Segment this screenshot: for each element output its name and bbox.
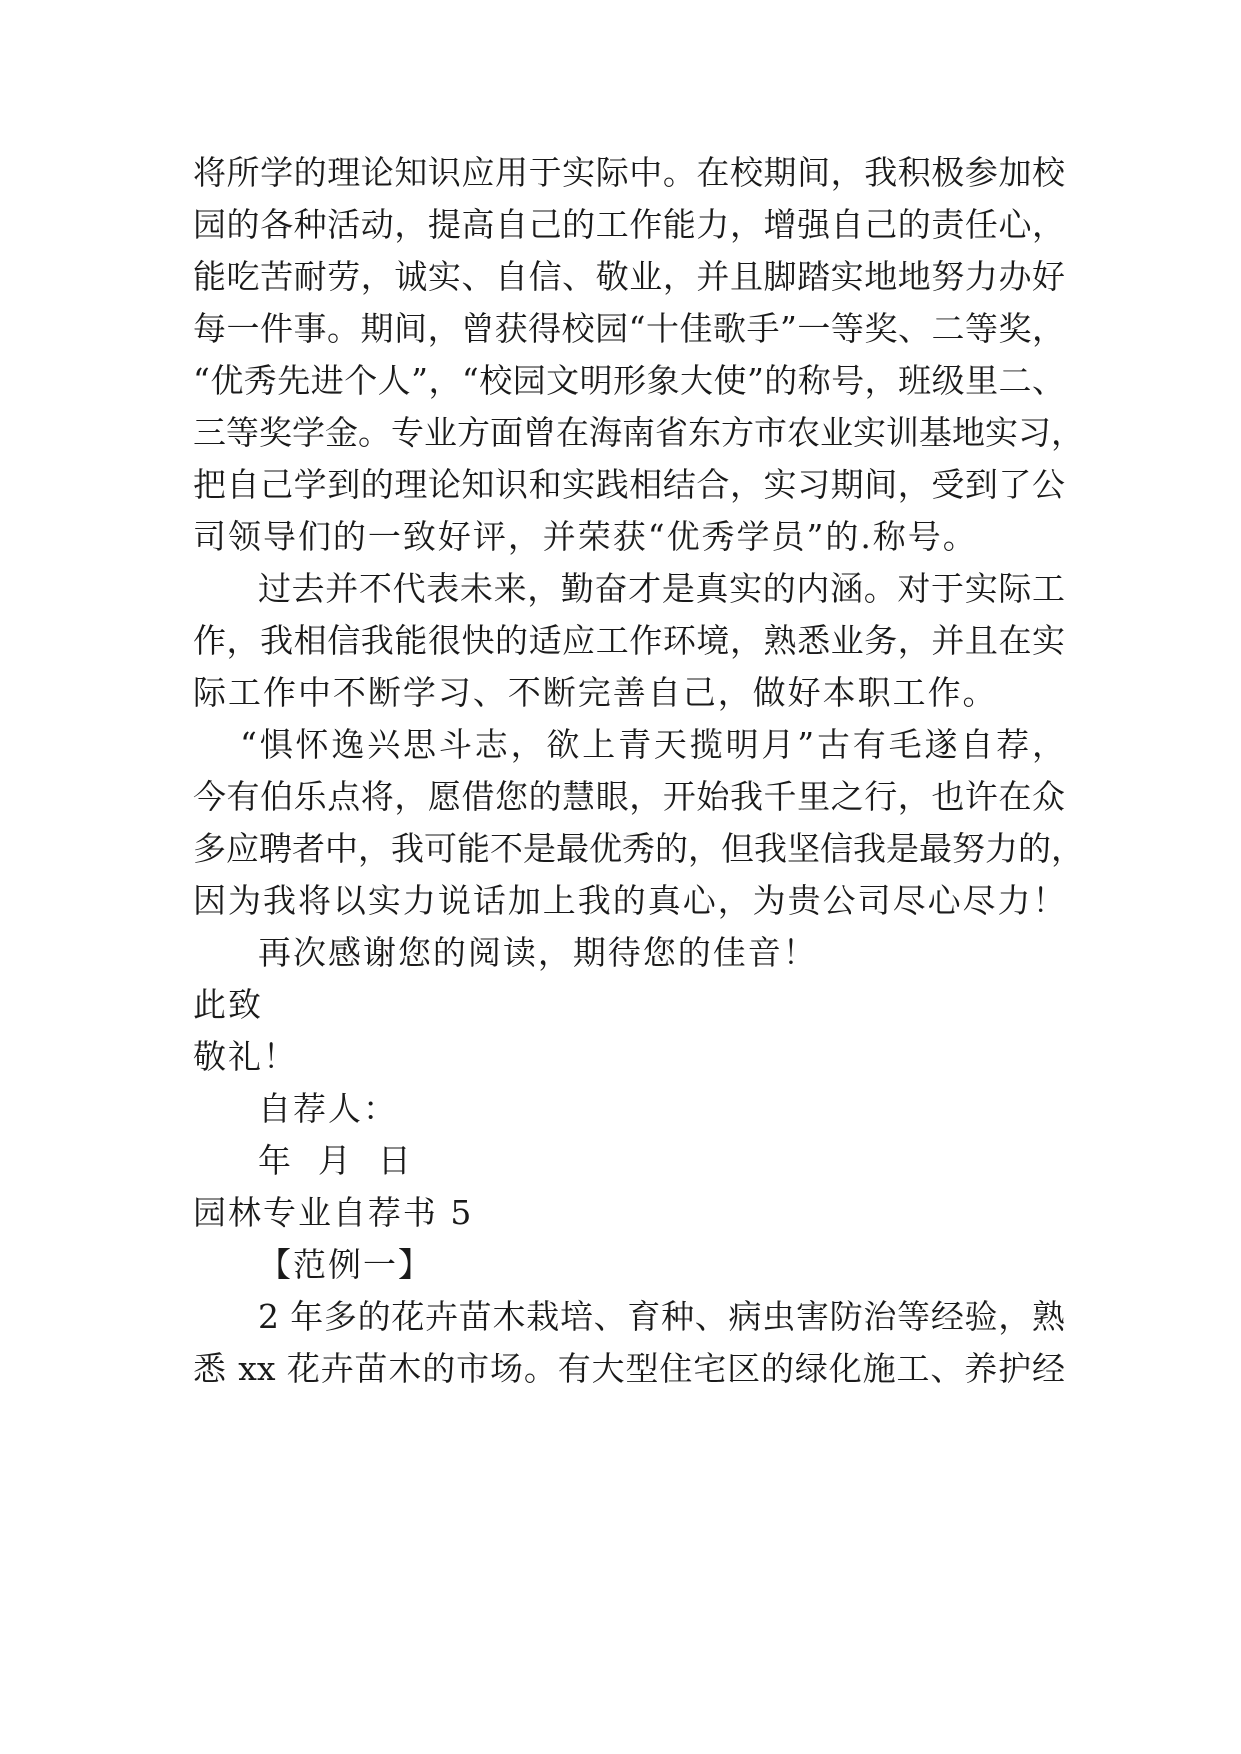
closing-line: 敬礼！	[193, 1037, 298, 1076]
paragraph-line: 司领导们的一致好评，并荣获“优秀学员”的.称号。	[193, 517, 978, 556]
paragraph-line: 因为我将以实力说话加上我的真心，为贵公司尽心尽力！	[193, 881, 1068, 920]
closing-line: 此致	[193, 985, 263, 1024]
paragraph-line: 每一件事。期间，曾获得校园“十佳歌手”一等奖、二等奖，	[193, 309, 1065, 348]
section-subtitle: 【范例一】	[258, 1245, 433, 1284]
paragraph-line: 过去并不代表未来，勤奋才是真实的内涵。对于实际工	[258, 569, 1065, 608]
paragraph-line: 把自己学到的理论知识和实践相结合，实习期间，受到了公	[193, 465, 1065, 504]
paragraph-line: 三等奖学金。专业方面曾在海南省东方市农业实训基地实习，	[193, 413, 1084, 452]
section-title: 园林专业自荐书 5	[193, 1193, 474, 1232]
paragraph-line: “优秀先进个人”，“校园文明形象大使”的称号，班级里二、	[193, 361, 1065, 400]
paragraph-line: 悉 xx 花卉苗木的市场。有大型住宅区的绿化施工、养护经	[193, 1349, 1065, 1388]
paragraph-line: 多应聘者中，我可能不是最优秀的，但我坚信我是最努力的，	[193, 829, 1084, 868]
paragraph-line: “惧怀逸兴思斗志，欲上青天揽明月”古有毛遂自荐，	[240, 725, 1065, 764]
paragraph-line: 今有伯乐点将，愿借您的慧眼，开始我千里之行，也许在众	[193, 777, 1065, 816]
paragraph-line: 能吃苦耐劳，诚实、自信、敬业，并且脚踏实地地努力办好	[193, 257, 1065, 296]
paragraph-line: 2 年多的花卉苗木栽培、育种、病虫害防治等经验，熟	[258, 1297, 1065, 1336]
paragraph-line: 将所学的理论知识应用于实际中。在校期间，我积极参加校	[193, 153, 1065, 192]
paragraph-line: 作，我相信我能很快的适应工作环境，熟悉业务，并且在实	[193, 621, 1065, 660]
date-line: 年 月 日	[258, 1141, 413, 1180]
paragraph-line: 再次感谢您的阅读，期待您的佳音！	[258, 933, 818, 972]
paragraph-line: 园的各种活动，提高自己的工作能力，增强自己的责任心，	[193, 205, 1065, 244]
signature-label: 自荐人：	[258, 1089, 398, 1128]
paragraph-line: 际工作中不断学习、不断完善自己，做好本职工作。	[193, 673, 998, 712]
